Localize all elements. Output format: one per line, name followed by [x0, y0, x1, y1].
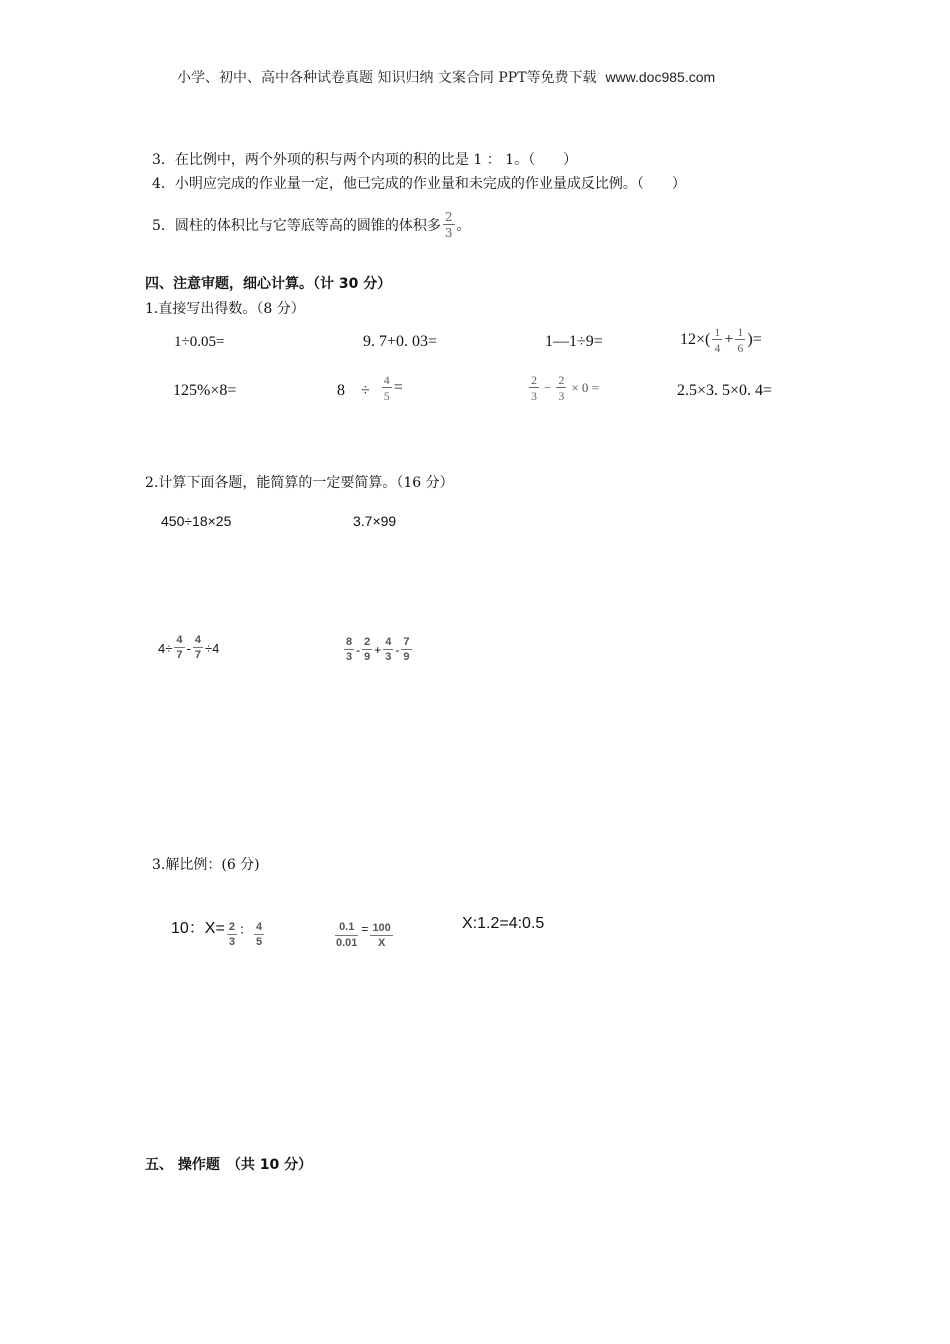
q5-denominator: 3: [444, 226, 453, 240]
expr-4-op3: -: [395, 643, 400, 657]
proportion-2-frac1: [334, 922, 359, 949]
frac-den: 3: [346, 651, 353, 663]
frac-den: 7: [176, 649, 183, 661]
frac-den: 3: [558, 389, 565, 403]
frac-den: 4: [714, 341, 721, 355]
judge-question-3: 3．在比例中，两个外项的积与两个内项的积的比是 1 ： 1。（ ）: [152, 152, 578, 168]
frac-num: 1: [737, 325, 744, 339]
frac-den: 5: [255, 936, 263, 948]
frac-num: 4: [385, 636, 392, 648]
expr-4-op2: +: [374, 643, 382, 657]
expr-3-op: -: [186, 640, 191, 656]
expr-3-frac2: [193, 635, 203, 661]
calc-1-1: 1÷0.05=: [174, 334, 225, 350]
frac-num: 2: [228, 921, 235, 933]
proportion-1: [171, 915, 266, 948]
calc-2-4: 2.5×3. 5×0. 4=: [677, 382, 773, 399]
frac-num: 4: [176, 634, 183, 646]
frac-num: 2: [558, 373, 565, 387]
expr-4-frac4: [401, 637, 411, 663]
proportion-1-colon: ：: [238, 922, 252, 937]
frac-num: 100: [372, 921, 391, 934]
proportion-3: X:1.2=4:0.5: [462, 915, 545, 932]
expr-3-frac1: [174, 635, 184, 661]
header-url[interactable]: www.doc985.com: [605, 69, 716, 85]
judge-question-4: 4．小明应完成的作业量一定，他已完成的作业量和未完成的作业量成反比例。（ ）: [152, 176, 686, 192]
calc-2-3-frac2: [556, 374, 566, 402]
frac-den: 9: [364, 651, 371, 663]
calc-2-3-b: × 0 =: [571, 380, 600, 395]
frac-num: 4: [255, 921, 263, 933]
expr-4-frac2: [362, 637, 372, 663]
calc-1-4-plus: +: [724, 331, 734, 348]
expr-4-frac1: [344, 637, 354, 663]
expr-3-a: 4÷: [158, 640, 173, 656]
frac-den: 7: [194, 649, 201, 661]
frac-den: X: [377, 936, 386, 949]
expr-4-op1: -: [356, 643, 361, 657]
judge-question-5: [152, 211, 471, 239]
frac-den: 5: [383, 389, 390, 403]
q5-fraction: [443, 211, 455, 239]
part-1-title: 1.直接写出得数。（8 分）: [145, 301, 305, 317]
frac-den: 6: [737, 341, 744, 355]
frac-num: 8: [346, 636, 353, 648]
frac-num: 7: [403, 636, 410, 648]
calc-2-2-a: 8 ÷: [337, 381, 370, 399]
part-2-title: 2.计算下面各题，能简算的一定要简算。（16 分）: [145, 475, 454, 491]
frac-num: 4: [194, 634, 201, 646]
proportion-1-frac1: [227, 922, 237, 948]
section-4-title: 四、注意审题，细心计算。（计 30 分）: [145, 276, 392, 292]
proportion-2-frac2: [370, 923, 392, 949]
frac-den: 9: [403, 651, 410, 663]
expr-4-frac3: [383, 637, 393, 663]
frac-den: 3: [228, 936, 235, 948]
calc-2-3-minus: −: [544, 380, 552, 395]
calc-2-2-b: =: [393, 379, 403, 396]
calc-1-3: 1—1÷9=: [545, 333, 603, 350]
expr-2: 3.7×99: [353, 513, 397, 529]
calc-2-3: [527, 374, 599, 402]
expr-1: 450÷18×25: [161, 513, 232, 529]
calc-1-4-frac2: [735, 326, 745, 354]
calc-2-1: 125%×8=: [173, 382, 237, 399]
expr-3-b: ÷4: [204, 640, 220, 656]
frac-num: 2: [364, 636, 371, 648]
frac-num: 2: [531, 373, 537, 387]
expr-4: [342, 637, 414, 663]
frac-num: 1: [714, 325, 721, 339]
expr-3: [158, 635, 219, 661]
calc-1-4-b: )=: [747, 331, 762, 348]
header-text: 小学、初中、高中各种试卷真题 知识归纳 文案合同 PPT等免费下载: [177, 70, 597, 86]
q5-end: 。: [456, 218, 471, 234]
proportion-1-frac2: [254, 922, 264, 948]
proportion-2: [332, 922, 395, 949]
calc-2-2: [337, 374, 403, 402]
calc-1-4-frac1: [712, 326, 722, 354]
proportion-2-eq: =: [361, 921, 369, 936]
q5-numerator: 2: [444, 210, 453, 224]
calc-2-3-frac1: [529, 374, 539, 402]
frac-den: 3: [531, 389, 537, 403]
frac-num: 0.1: [335, 922, 358, 936]
calc-1-4-a: 12×(: [680, 331, 711, 348]
calc-2-2-frac: [382, 374, 392, 402]
proportion-1-a: 10：X=: [171, 920, 225, 937]
q5-text: 5．圆柱的体积比与它等底等高的圆锥的体积多: [152, 218, 441, 234]
calc-1-2: 9. 7+0. 03=: [363, 333, 438, 350]
page-header: [177, 67, 715, 87]
frac-den: 0.01: [336, 937, 358, 949]
frac-num: 4: [383, 373, 390, 387]
calc-1-4: [680, 326, 762, 354]
frac-den: 3: [385, 651, 392, 663]
section-5-title: 五、 操作题 （共 10 分）: [145, 1157, 313, 1173]
part-3-title: 3.解比例：(6 分): [152, 857, 260, 873]
